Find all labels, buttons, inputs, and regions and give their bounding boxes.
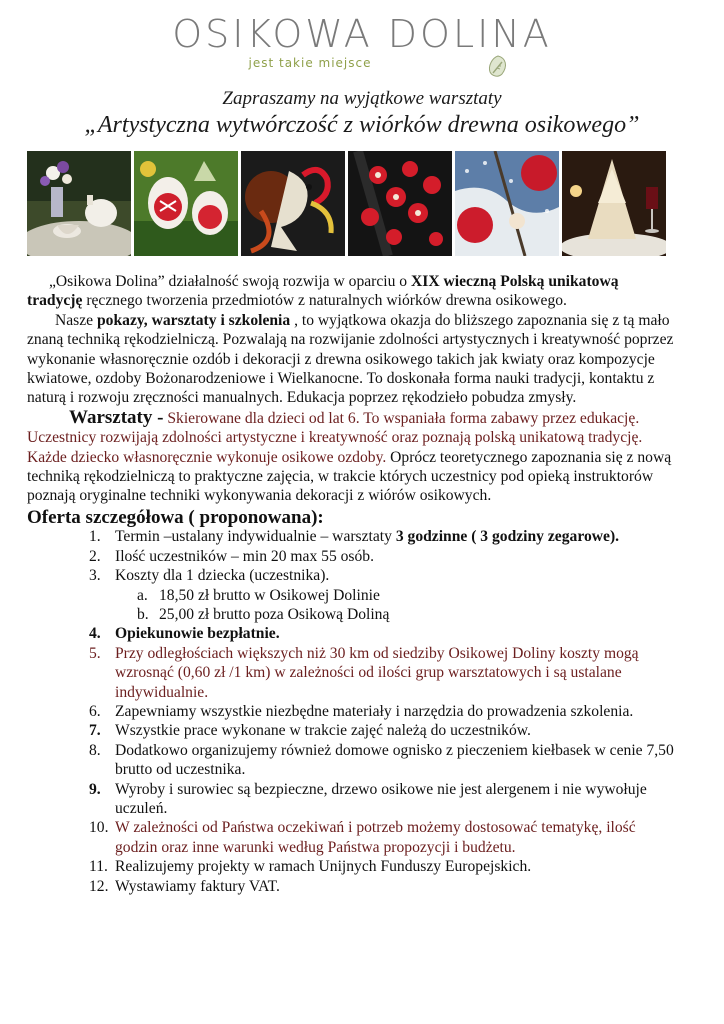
list-item: 9. Wyroby i surowiec są bezpieczne, drzewo osikowe nie jest alergenem i nie wywołuje uczuleń. bbox=[89, 780, 647, 817]
cost-sublist bbox=[115, 586, 677, 625]
list-item: 12. Wystawiamy faktury VAT. bbox=[89, 877, 280, 895]
list-item: a. 18,50 zł brutto w Osikowej Dolinie bbox=[137, 586, 380, 604]
offer-list bbox=[27, 527, 677, 896]
list-item: 10. W zależności od Państwa oczekiwań i potrzeb możemy dostosować tematykę, ilość godzin oraz inne warunki według Państwa propozycji i budżetu. bbox=[89, 819, 636, 856]
photo-christmas-tree bbox=[562, 151, 666, 256]
workshop-title: „Artystyczna wytwórczość z wiórków drewna osikowego” bbox=[84, 112, 640, 138]
workshops-paragraph: Warsztaty - Skierowane dla dzieci od lat 6. To wspaniała forma zabawy przez edukację. Uczestnicy rozwijają zdolności artystyczne i kreatywność oraz poznają polską unikatową tradycję. Każde dziecko własnoręcznie wykonuje osikowe ozdoby. Oprócz teoretycznego zapoznania się z nową techniką rękodzielniczą to praktyczne zajęcia, w trakcie których uczestnicy pod opieką instruktorów poznają oryginalne techniki wykonywania dekoracji z wiórów osikowych. bbox=[27, 406, 672, 505]
offer-heading: Oferta szczegółowa ( proponowana): bbox=[27, 506, 324, 528]
logo-title: OSIKOWA DOLINA bbox=[172, 12, 552, 56]
photo-rooster bbox=[241, 151, 345, 256]
document-body bbox=[27, 272, 677, 896]
list-item: 2. Ilość uczestników – min 20 max 55 osób. bbox=[89, 547, 374, 565]
intro-paragraph-2: Nasze pokazy, warsztaty i szkolenia , to wyjątkowa okazja do bliższego zapoznania się z tą mało znaną techniką rękodzielniczą. Pozwalają na rozwijanie zdolności artystycznych i kreatywność poprzez wykonanie własnoręcznie ozdób i dekoracji z drewna osikowego takich jak kwiaty oraz kompozycje kwiatowe, ozdoby Bożonarodzeniowe i Wielkanocne. To doskonała forma nauki tradycji, kontaktu z naturą i rozwoju zręczności manualnych. Edukacja poprzez rękodzieło pobudza zmysły. bbox=[27, 311, 674, 407]
logo bbox=[0, 14, 724, 72]
list-item: 4. Opiekunowie bezpłatnie. bbox=[89, 625, 280, 643]
workshops-label: Warsztaty - bbox=[69, 406, 164, 428]
list-item: 7. Wszystkie prace wykonane w trakcie zajęć należą do uczestników. bbox=[89, 722, 531, 740]
photo-baubles bbox=[455, 151, 559, 256]
photo-easter-eggs bbox=[134, 151, 238, 256]
photo-strip bbox=[27, 151, 669, 256]
list-item: 1. Termin –ustalany indywidualnie – warsztaty 3 godzinne ( 3 godziny zegarowe). bbox=[89, 528, 620, 546]
invite-heading: Zapraszamy na wyjątkowe warsztaty bbox=[222, 88, 502, 109]
logo-subtitle: jest takie miejsce bbox=[248, 56, 372, 70]
list-item: 3. Koszty dla 1 dziecka (uczestnika). a. 18,50 zł brutto w Osikowej Dolinie b. 25,00 zł brutto poza Osikową Doliną bbox=[27, 566, 677, 624]
list-item: 6. Zapewniamy wszystkie niezbędne materiały i narzędzia do prowadzenia szkolenia. bbox=[89, 702, 634, 720]
list-item: b. 25,00 zł brutto poza Osikową Doliną bbox=[137, 605, 390, 623]
list-item: 8. Dodatkowo organizujemy również domowe ognisko z pieczeniem kiełbasek w cenie 7,50 brutto od uczestnika. bbox=[89, 741, 674, 779]
intro-paragraph-1: „Osikowa Dolina” działalność swoją rozwija w oparciu o XIX wieczną Polską unikatową tradycję ręcznego tworzenia przedmiotów z naturalnych wiórków drewna osikowego. bbox=[27, 273, 619, 310]
photo-tea-set bbox=[27, 151, 131, 256]
list-item: 11. Realizujemy projekty w ramach Unijnych Funduszy Europejskich. bbox=[89, 858, 532, 876]
photo-red-flowers bbox=[348, 151, 452, 256]
leaf-icon bbox=[486, 54, 510, 85]
list-item: 5. Przy odległościach większych niż 30 km od siedziby Osikowej Doliny koszty mogą wzrosnąć (0,60 zł /1 km) w zależności od ilości grup warsztatowych i są ustalane indywidualnie. bbox=[89, 644, 639, 701]
